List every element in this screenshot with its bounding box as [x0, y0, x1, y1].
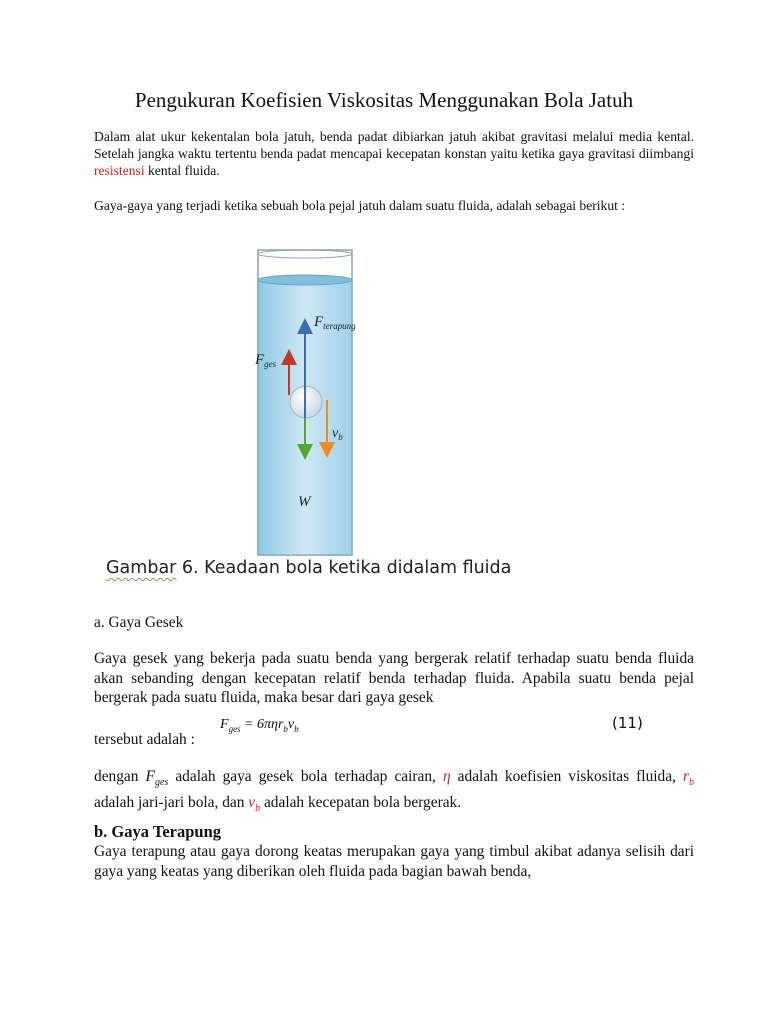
caption-rest: 6. Keadaan bola ketika didalam fluida [176, 558, 512, 578]
section-b-heading: b. Gaya Terapung [94, 822, 222, 841]
friction-formula: $F_{ges} = 6\pi\eta r_bv_b$ [220, 717, 299, 734]
figure-caption [106, 558, 511, 578]
section-a-paragraph: Gaya gesek yang bekerja pada suatu benda yang bergerak relatif terhadap suatu benda fluida akan sebanding dengan kecepatan relatif benda terhadap fluida. Apabila suatu benda pejal bergerak pada suatu fluida, maka besar dari gaya gesek [94, 650, 694, 706]
cylinder-rim [258, 250, 352, 258]
caption-first-word: Gambar [106, 558, 177, 578]
intro-text-start: Dalam alat ukur kekentalan bola jatuh, benda padat dibiarkan jatuh akibat gravitasi melalui media kental. Setelah jangka waktu tertentu benda padat mencapai kecepatan konstan yaitu ketika gaya gravitasi diimbangi [94, 129, 694, 161]
f-terapung-label: $F_{terapung}$ [314, 314, 356, 331]
forces-intro: Gaya-gaya yang terjadi ketika sebuah bola pejal jatuh dalam suatu fluida, adalah sebagai berikut : [94, 198, 626, 213]
w-label: W [298, 494, 311, 510]
intro-paragraph [94, 128, 694, 179]
fluid-surface [258, 275, 352, 285]
intro-text-end: kental fluida. [144, 163, 220, 178]
equation-number: (11) [612, 714, 643, 732]
formula-explanation: dengan $F_{ges}$ adalah gaya gesek bola terhadap cairan, η adalah koefisien viskositas fluida, $r_b$ adalah jari-jari bola, dan $v_b$ adalah kecepatan bola bergerak. [94, 768, 695, 814]
falling-ball-figure [100, 240, 520, 590]
f-ges-label: $F_{ges}$ [255, 352, 277, 369]
page-title: Pengukuran Koefisien Viskositas Menggunakan Bola Jatuh [134, 88, 634, 112]
formula-lead: tersebut adalah : [94, 731, 195, 748]
section-b-paragraph: Gaya terapung atau gaya dorong keatas merupakan gaya yang timbul akibat adanya selisih dari gaya yang keatas yang diberikan oleh fluida pada bagian bawah benda, [94, 843, 694, 880]
section-a-heading: a. Gaya Gesek [94, 614, 184, 631]
v-b-label: $v_b$ [332, 426, 343, 442]
resistensi-link[interactable]: resistensi [94, 163, 145, 178]
